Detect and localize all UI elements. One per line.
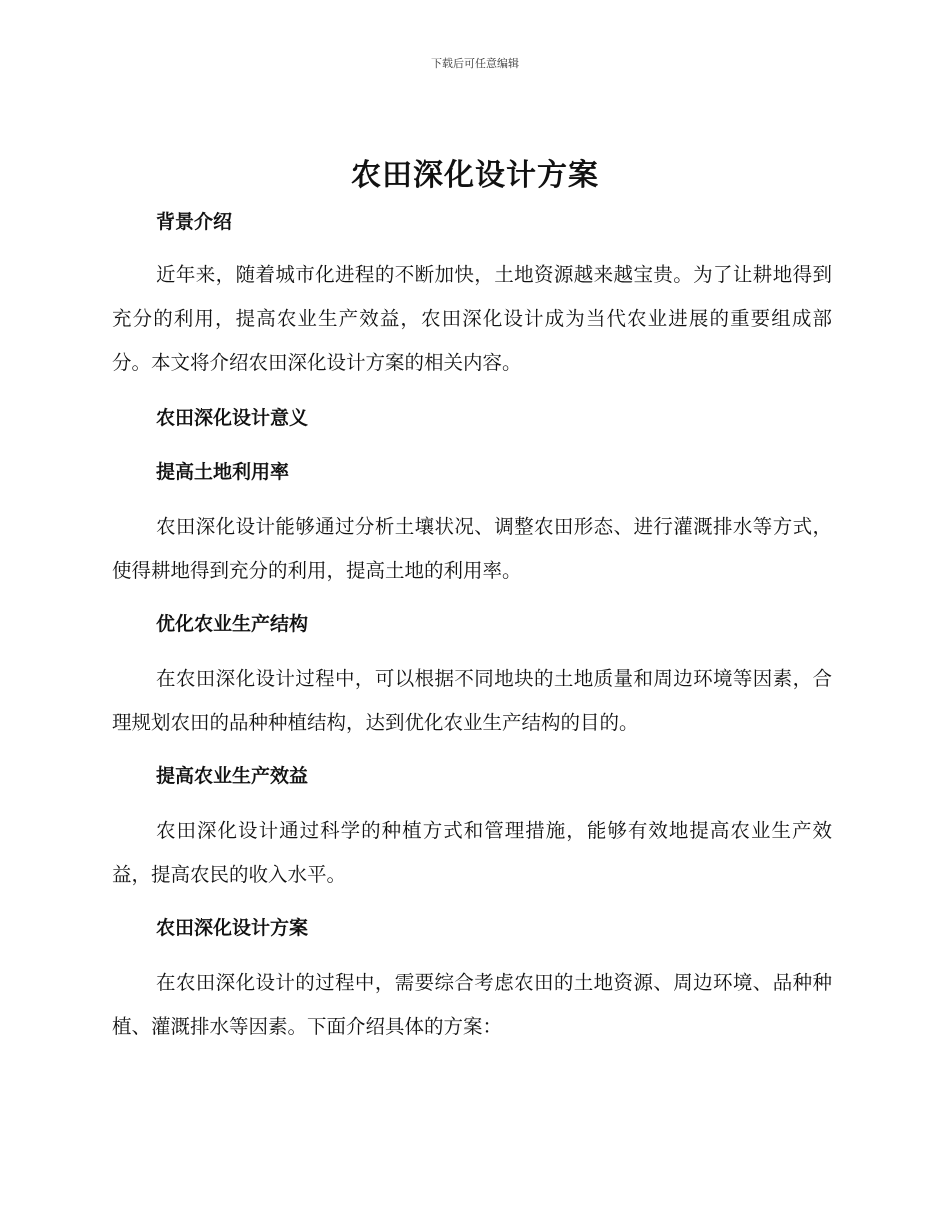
paragraph-design-plan: 在农田深化设计的过程中，需要综合考虑农田的土地资源、周边环境、品种种植、灌溉排水等因素。下面介绍具体的方案： bbox=[112, 971, 832, 1038]
paragraph-production-efficiency: 农田深化设计通过科学的种植方式和管理措施，能够有效地提高农业生产效益，提高农民的收入水平。 bbox=[112, 819, 832, 886]
paragraph-background: 近年来，随着城市化进程的不断加快，土地资源越来越宝贵。为了让耕地得到充分的利用，提高农业生产效益，农田深化设计成为当代农业进展的重要组成部分。本文将介绍农田深化设计方案的相关内容。 bbox=[112, 263, 832, 374]
heading-design-plan: 农田深化设计方案 bbox=[156, 917, 309, 939]
header-note: 下载后可任意编辑 bbox=[431, 57, 519, 70]
paragraph-production-structure: 在农田深化设计过程中，可以根据不同地块的土地质量和周边环境等因素，合理规划农田的品种种植结构，达到优化农业生产结构的目的。 bbox=[112, 667, 832, 734]
heading-production-efficiency: 提高农业生产效益 bbox=[156, 765, 309, 787]
heading-land-utilization: 提高土地利用率 bbox=[156, 461, 290, 483]
document-title: 农田深化设计方案 bbox=[351, 158, 599, 193]
paragraph-land-utilization: 农田深化设计能够通过分析土壤状况、调整农田形态、进行灌溉排水等方式，使得耕地得到充分的利用，提高土地的利用率。 bbox=[112, 515, 832, 582]
heading-significance: 农田深化设计意义 bbox=[156, 407, 309, 429]
heading-background: 背景介绍 bbox=[156, 211, 233, 233]
heading-production-structure: 优化农业生产结构 bbox=[156, 613, 309, 635]
